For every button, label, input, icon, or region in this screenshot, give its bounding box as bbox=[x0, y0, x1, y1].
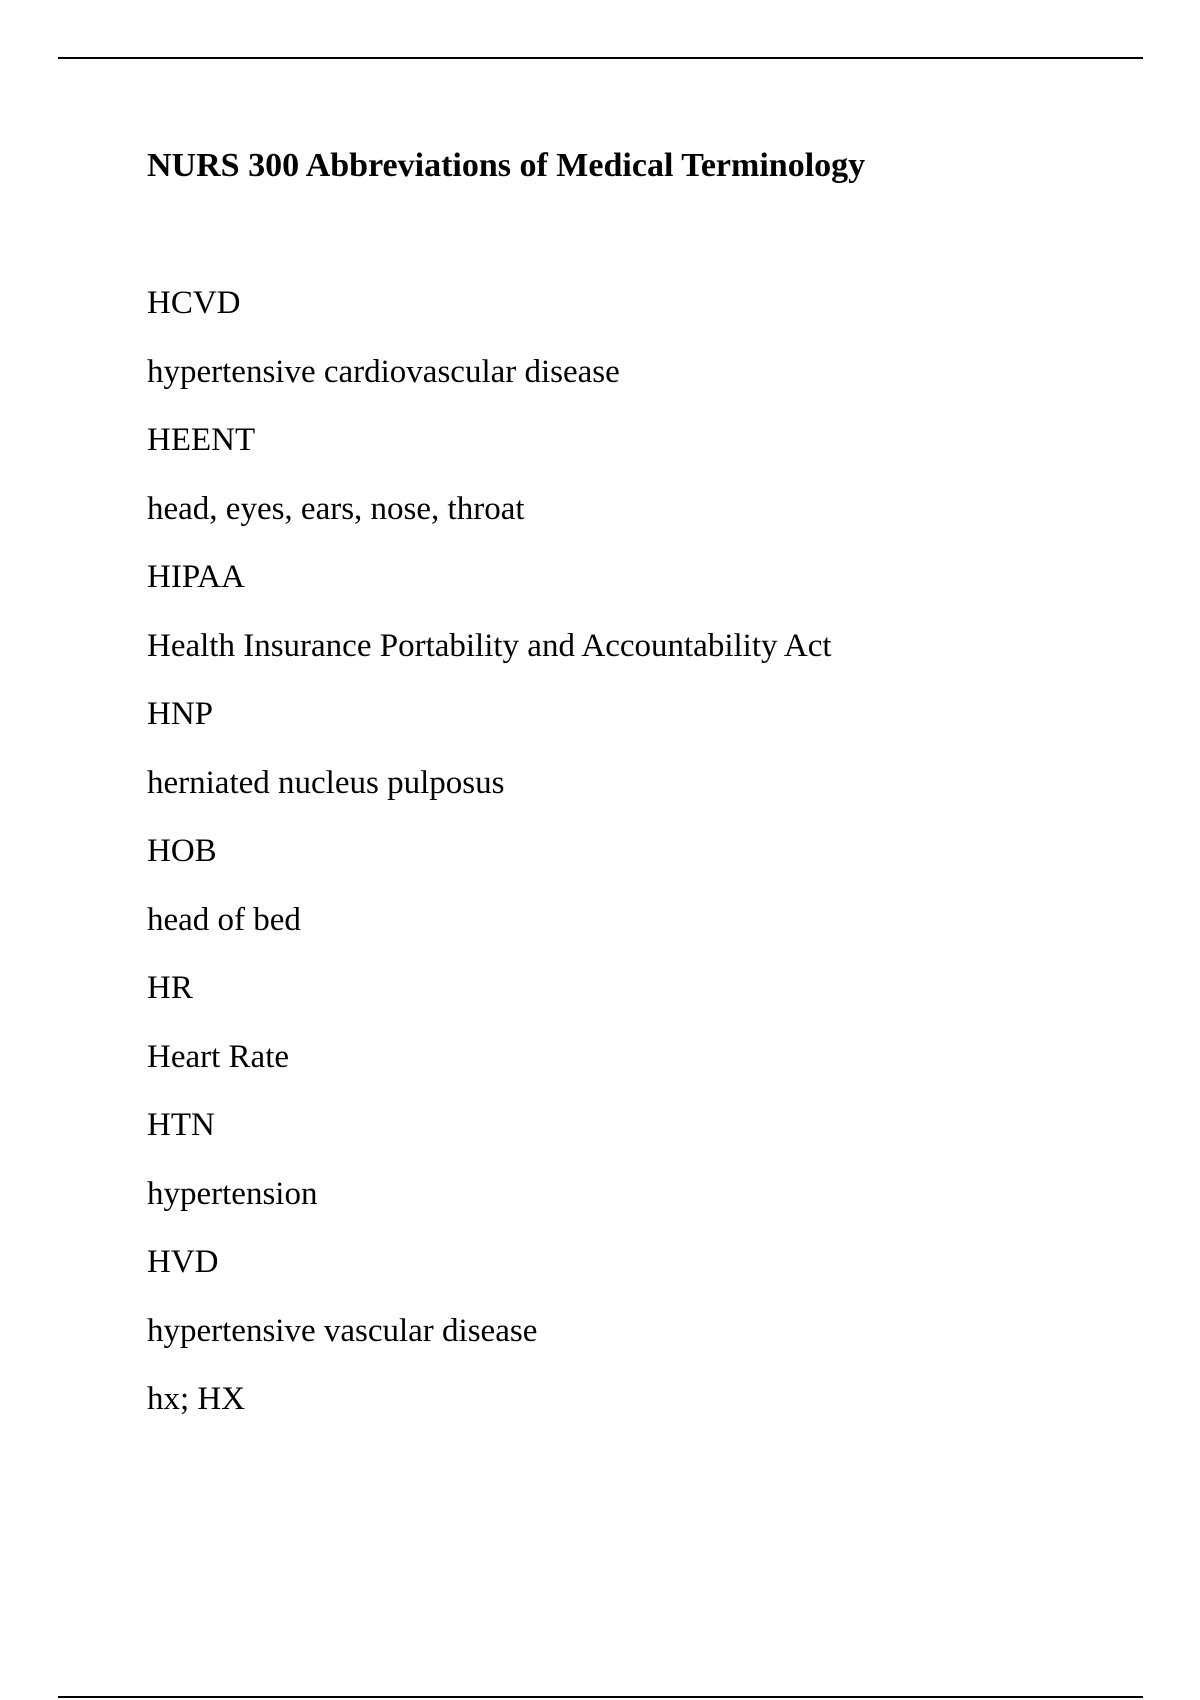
abbreviation-definition: hypertensive cardiovascular disease bbox=[147, 353, 620, 390]
abbreviation-definition: hypertension bbox=[147, 1175, 318, 1212]
abbreviation-term: HEENT bbox=[147, 422, 256, 458]
abbreviation-term: HTN bbox=[147, 1107, 215, 1143]
abbreviation-term: HR bbox=[147, 970, 193, 1006]
abbreviation-term: HVD bbox=[147, 1244, 219, 1280]
abbreviation-term: hx; HX bbox=[147, 1381, 246, 1417]
abbreviation-definition: Heart Rate bbox=[147, 1038, 290, 1075]
abbreviation-definition: Health Insurance Portability and Accountability Act bbox=[147, 627, 832, 664]
abbreviation-term: HIPAA bbox=[147, 559, 245, 595]
abbreviation-term: HCVD bbox=[147, 285, 241, 321]
abbreviation-term: HNP bbox=[147, 696, 214, 732]
abbreviation-definition: hypertensive vascular disease bbox=[147, 1312, 538, 1349]
abbreviation-definition: head, eyes, ears, nose, throat bbox=[147, 490, 525, 527]
abbreviation-list bbox=[147, 283, 832, 1448]
abbreviation-definition: head of bed bbox=[147, 901, 301, 938]
top-rule bbox=[58, 57, 1143, 59]
abbreviation-definition: herniated nucleus pulposus bbox=[147, 764, 505, 801]
page-title: NURS 300 Abbreviations of Medical Terminology bbox=[147, 147, 866, 184]
abbreviation-term: HOB bbox=[147, 833, 217, 869]
bottom-rule bbox=[58, 1696, 1143, 1698]
